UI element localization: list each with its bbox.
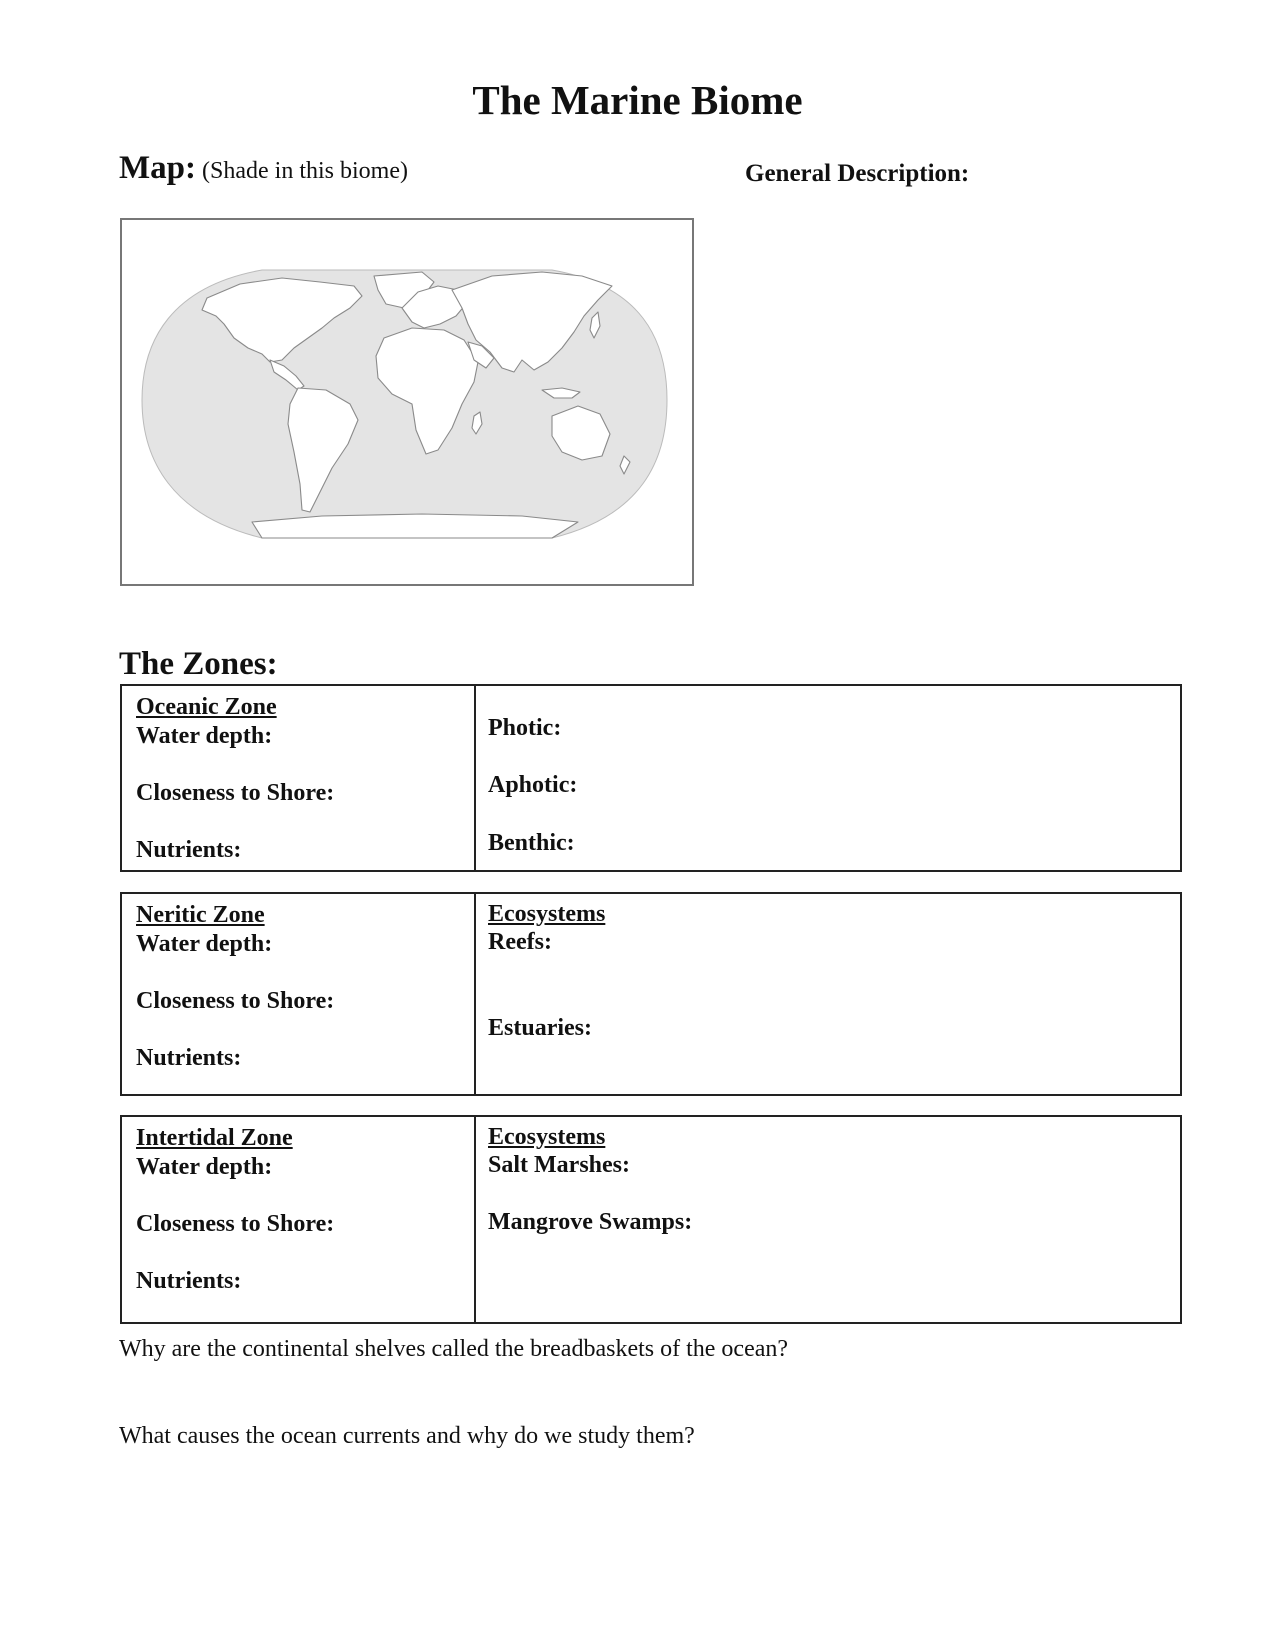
closeness-to-shore-label: Closeness to Shore:: [136, 780, 335, 806]
antarctica-shape: [252, 514, 578, 538]
zone-name: Intertidal Zone: [136, 1125, 293, 1151]
reefs-label: Reefs:: [488, 929, 552, 955]
nutrients-label: Nutrients:: [136, 1268, 242, 1294]
world-map-icon-graphic: [122, 220, 692, 584]
ecosystems-heading: Ecosystems: [488, 901, 606, 927]
closeness-to-shore-label: Closeness to Shore:: [136, 988, 335, 1014]
zones-heading: The Zones:: [119, 646, 278, 682]
nutrients-label: Nutrients:: [136, 1045, 242, 1071]
ecosystems-heading: Ecosystems: [488, 1124, 606, 1150]
map-heading: [119, 150, 408, 189]
aphotic-label: Aphotic:: [488, 772, 578, 798]
benthic-label: Benthic:: [488, 830, 575, 856]
map-instruction: (Shade in this biome): [202, 158, 408, 184]
oceanic-zone-box: [120, 684, 1182, 872]
nutrients-label: Nutrients:: [136, 837, 242, 863]
closeness-to-shore-label: Closeness to Shore:: [136, 1211, 335, 1237]
water-depth-label: Water depth:: [136, 1154, 273, 1180]
general-description-label: General Description:: [745, 160, 970, 187]
salt-marshes-label: Salt Marshes:: [488, 1152, 630, 1178]
question-ocean-currents: What causes the ocean currents and why do we study them?: [119, 1423, 695, 1449]
intertidal-zone-box: [120, 1115, 1182, 1324]
page-title: The Marine Biome: [472, 77, 803, 123]
zone-name: Neritic Zone: [136, 902, 265, 928]
mangrove-swamps-label: Mangrove Swamps:: [488, 1209, 693, 1235]
question-breadbaskets: Why are the continental shelves called the breadbaskets of the ocean?: [119, 1336, 789, 1362]
column-divider: [474, 894, 476, 1094]
photic-label: Photic:: [488, 715, 562, 741]
zone-name: Oceanic Zone: [136, 694, 277, 720]
world-map-icon: [120, 218, 694, 586]
column-divider: [474, 686, 476, 870]
water-depth-label: Water depth:: [136, 931, 273, 957]
neritic-zone-box: [120, 892, 1182, 1096]
map-label: Map:: [119, 150, 196, 186]
column-divider: [474, 1117, 476, 1322]
water-depth-label: Water depth:: [136, 723, 273, 749]
estuaries-label: Estuaries:: [488, 1015, 592, 1041]
